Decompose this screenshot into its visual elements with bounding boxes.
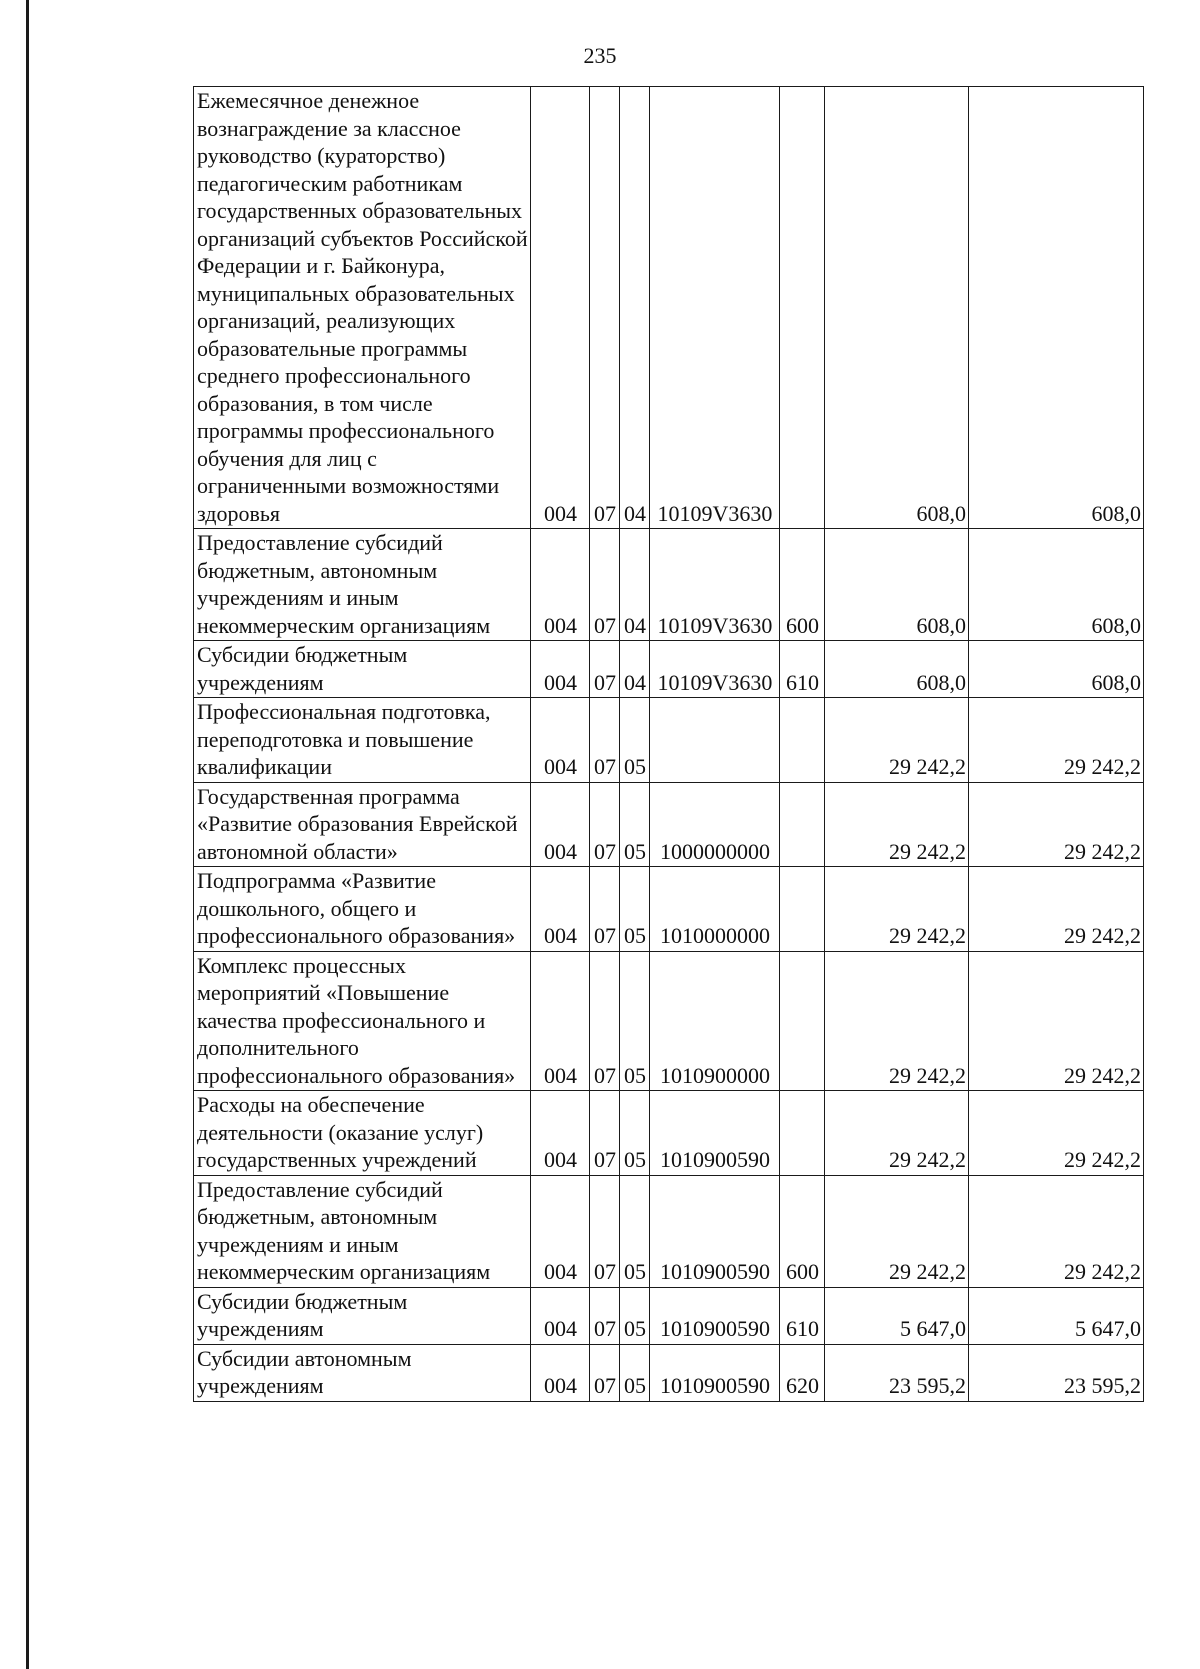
amount-2-cell: 5 647,0 <box>969 1287 1144 1344</box>
ministry-code-cell: 004 <box>531 951 590 1091</box>
ministry-code-cell: 004 <box>531 87 590 529</box>
target-article-cell: 1010900590 <box>650 1287 780 1344</box>
section-code-cell: 07 <box>590 1287 620 1344</box>
subsection-code-cell: 05 <box>620 1344 650 1401</box>
section-code-cell: 07 <box>590 1344 620 1401</box>
amount-1-cell: 5 647,0 <box>825 1287 969 1344</box>
ministry-code-cell: 004 <box>531 867 590 952</box>
table-row <box>194 87 1144 529</box>
expense-type-cell <box>780 698 825 783</box>
subsection-code-cell: 05 <box>620 1091 650 1176</box>
subsection-code-cell: 05 <box>620 698 650 783</box>
row-name-cell: Подпрограмма «Развитие дошкольного, общего и профессионального образования» <box>194 867 531 952</box>
expense-type-cell <box>780 867 825 952</box>
ministry-code-cell: 004 <box>531 698 590 783</box>
row-name-cell: Предоставление субсидий бюджетным, автономным учреждениям и иным некоммерческим организациям <box>194 529 531 641</box>
amount-1-cell: 23 595,2 <box>825 1344 969 1401</box>
amount-1-cell: 608,0 <box>825 87 969 529</box>
section-code-cell: 07 <box>590 867 620 952</box>
section-code-cell: 07 <box>590 1091 620 1176</box>
ministry-code-cell: 004 <box>531 641 590 698</box>
ministry-code-cell: 004 <box>531 1175 590 1287</box>
row-name-cell: Субсидии бюджетным учреждениям <box>194 1287 531 1344</box>
ministry-code-cell: 004 <box>531 1287 590 1344</box>
target-article-cell: 1010900590 <box>650 1091 780 1176</box>
subsection-code-cell: 05 <box>620 867 650 952</box>
table-row <box>194 1344 1144 1401</box>
amount-2-cell: 29 242,2 <box>969 951 1144 1091</box>
amount-1-cell: 29 242,2 <box>825 698 969 783</box>
amount-2-cell: 29 242,2 <box>969 867 1144 952</box>
amount-2-cell: 23 595,2 <box>969 1344 1144 1401</box>
target-article-cell <box>650 698 780 783</box>
ministry-code-cell: 004 <box>531 782 590 867</box>
table-row <box>194 529 1144 641</box>
amount-2-cell: 29 242,2 <box>969 698 1144 783</box>
target-article-cell: 10109V3630 <box>650 87 780 529</box>
amount-1-cell: 29 242,2 <box>825 1091 969 1176</box>
section-code-cell: 07 <box>590 698 620 783</box>
row-name-cell: Предоставление субсидий бюджетным, автономным учреждениям и иным некоммерческим организациям <box>194 1175 531 1287</box>
budget-table <box>193 86 1144 1402</box>
expense-type-cell: 600 <box>780 1175 825 1287</box>
row-name-cell: Субсидии бюджетным учреждениям <box>194 641 531 698</box>
target-article-cell: 10109V3630 <box>650 641 780 698</box>
row-name-cell: Ежемесячное денежное вознаграждение за классное руководство (кураторство) педагогическим работникам государственных образовательных организаций субъектов Российской Федерации и г. Байконура, муниципальных образовательных организаций, реализующих образовательные программы среднего профессионального образования, в том числе программы профессионального обучения для лиц с ограниченными возможностями здоровья <box>194 87 531 529</box>
subsection-code-cell: 04 <box>620 529 650 641</box>
section-code-cell: 07 <box>590 87 620 529</box>
table-row <box>194 867 1144 952</box>
expense-type-cell: 620 <box>780 1344 825 1401</box>
amount-1-cell: 608,0 <box>825 529 969 641</box>
amount-2-cell: 608,0 <box>969 641 1144 698</box>
table-row <box>194 1287 1144 1344</box>
binding-margin-line <box>26 0 29 1669</box>
subsection-code-cell: 05 <box>620 1175 650 1287</box>
expense-type-cell <box>780 1091 825 1176</box>
table-row <box>194 951 1144 1091</box>
ministry-code-cell: 004 <box>531 529 590 641</box>
row-name-cell: Субсидии автономным учреждениям <box>194 1344 531 1401</box>
amount-1-cell: 29 242,2 <box>825 782 969 867</box>
row-name-cell: Профессиональная подготовка, переподготовка и повышение квалификации <box>194 698 531 783</box>
table-row <box>194 782 1144 867</box>
expense-type-cell <box>780 782 825 867</box>
subsection-code-cell: 05 <box>620 1287 650 1344</box>
expense-type-cell: 610 <box>780 641 825 698</box>
page-number: 235 <box>583 43 617 68</box>
target-article-cell: 1010900590 <box>650 1344 780 1401</box>
table-row <box>194 698 1144 783</box>
section-code-cell: 07 <box>590 641 620 698</box>
expense-type-cell <box>780 951 825 1091</box>
amount-1-cell: 29 242,2 <box>825 951 969 1091</box>
section-code-cell: 07 <box>590 529 620 641</box>
table-row <box>194 1175 1144 1287</box>
table-row <box>194 641 1144 698</box>
amount-1-cell: 29 242,2 <box>825 1175 969 1287</box>
amount-2-cell: 29 242,2 <box>969 1091 1144 1176</box>
target-article-cell: 1010900590 <box>650 1175 780 1287</box>
amount-2-cell: 608,0 <box>969 87 1144 529</box>
target-article-cell: 1000000000 <box>650 782 780 867</box>
target-article-cell: 1010900000 <box>650 951 780 1091</box>
ministry-code-cell: 004 <box>531 1091 590 1176</box>
expense-type-cell: 610 <box>780 1287 825 1344</box>
budget-table-body <box>194 87 1144 1402</box>
subsection-code-cell: 04 <box>620 641 650 698</box>
amount-2-cell: 608,0 <box>969 529 1144 641</box>
section-code-cell: 07 <box>590 951 620 1091</box>
subsection-code-cell: 04 <box>620 87 650 529</box>
target-article-cell: 1010000000 <box>650 867 780 952</box>
amount-1-cell: 608,0 <box>825 641 969 698</box>
expense-type-cell: 600 <box>780 529 825 641</box>
ministry-code-cell: 004 <box>531 1344 590 1401</box>
table-row <box>194 1091 1144 1176</box>
expense-type-cell <box>780 87 825 529</box>
subsection-code-cell: 05 <box>620 951 650 1091</box>
section-code-cell: 07 <box>590 1175 620 1287</box>
target-article-cell: 10109V3630 <box>650 529 780 641</box>
amount-2-cell: 29 242,2 <box>969 1175 1144 1287</box>
amount-1-cell: 29 242,2 <box>825 867 969 952</box>
row-name-cell: Комплекс процессных мероприятий «Повышение качества профессионального и дополнительного профессионального образования» <box>194 951 531 1091</box>
subsection-code-cell: 05 <box>620 782 650 867</box>
row-name-cell: Государственная программа «Развитие образования Еврейской автономной области» <box>194 782 531 867</box>
row-name-cell: Расходы на обеспечение деятельности (оказание услуг) государственных учреждений <box>194 1091 531 1176</box>
amount-2-cell: 29 242,2 <box>969 782 1144 867</box>
section-code-cell: 07 <box>590 782 620 867</box>
